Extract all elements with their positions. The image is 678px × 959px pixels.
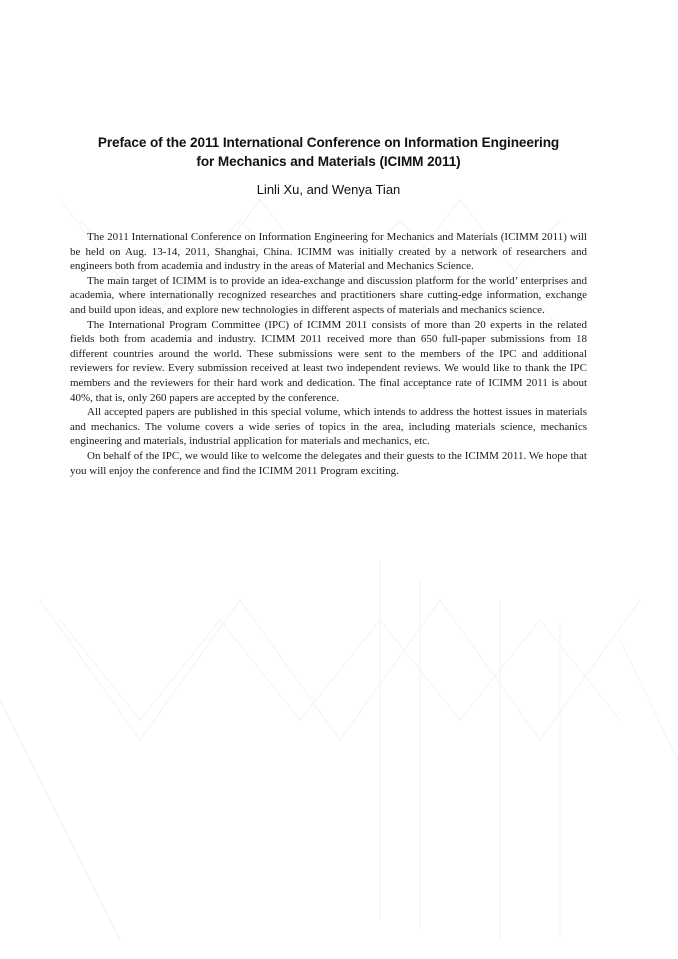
- preface-body: [70, 230, 587, 478]
- document-title: [70, 133, 587, 171]
- authors: Linli Xu, and Wenya Tian: [256, 182, 401, 197]
- paragraph-2: The main target of ICIMM is to provide an idea-exchange and discussion platform for the world’ enterprises and academia, where internationally recognized researches and practitioners share cutting-edge information, exchange and build upon ideas, and explore new technologies in different aspects of materials and mechanics science.: [70, 274, 587, 316]
- title-line-2: for Mechanics and Materials (ICIMM 2011): [196, 154, 461, 169]
- paragraph-4: All accepted papers are published in this special volume, which intends to address the hottest issues in materials and mechanics. The volume covers a wide series of topics in the area, including materials science, mechanics engineering and materials, industrial application for materials and mechanics, etc.: [70, 406, 587, 448]
- title-line-1: Preface of the 2011 International Conference on Information Engineering: [97, 135, 560, 150]
- paragraph-3: The International Program Committee (IPC) of ICIMM 2011 consists of more than 20 experts in the related fields both from academia and industry. ICIMM 2011 received more than 650 full-paper submissions from 18 different countries around the world. These submissions were sent to the members of the IPC and additional reviewers for review. Every submission received at least two independent reviews. We would like to thank the IPC members and the reviewers for their hard work and dedication. The final acceptance rate of ICIMM 2011 is about 40%, that is, only 260 papers are accepted by the conference.: [70, 318, 587, 404]
- paragraph-5: On behalf of the IPC, we would like to welcome the delegates and their guests to the ICIMM 2011. We hope that you will enjoy the conference and find the ICIMM 2011 Program exciting.: [70, 449, 587, 477]
- paragraph-1: The 2011 International Conference on Information Engineering for Mechanics and Materials (ICIMM 2011) will be held on Aug. 13-14, 2011, Shanghai, China. ICIMM was initially created by a network of researchers and engineers both from academia and industry in the areas of Material and Mechanics Science.: [70, 231, 587, 273]
